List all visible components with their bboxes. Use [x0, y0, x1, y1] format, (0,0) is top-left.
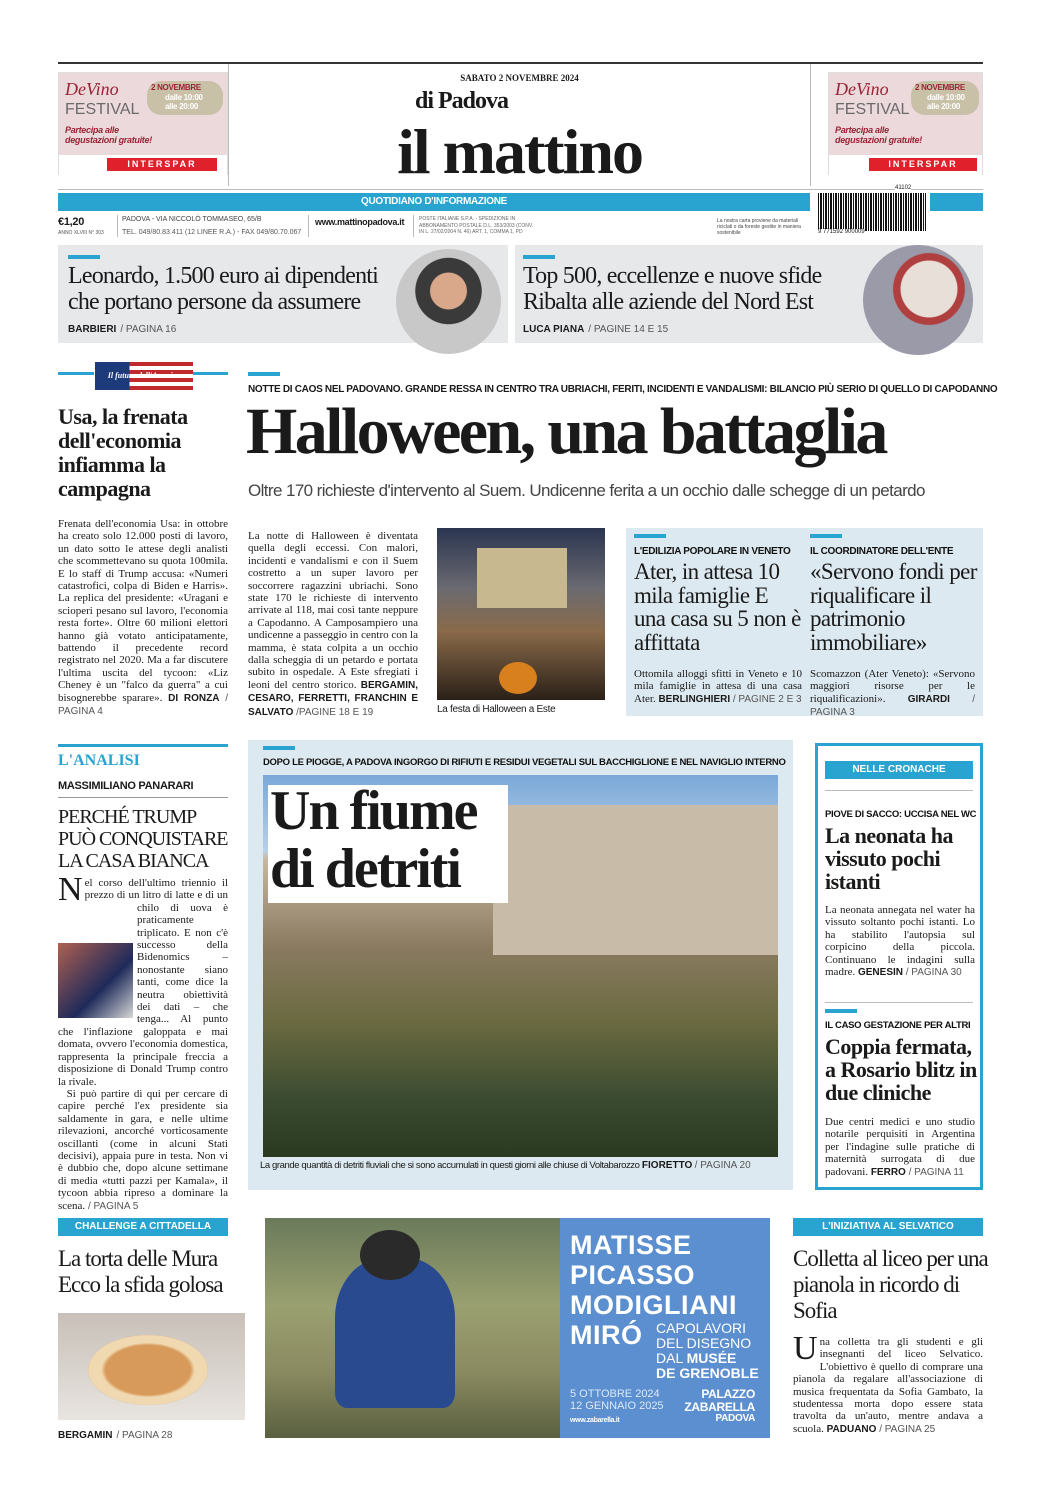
page-ref: / PAGINA 30 — [905, 967, 962, 979]
ad-date: 12 GENNAIO 2025 — [570, 1400, 664, 1412]
author: DI RONZA — [168, 692, 220, 704]
postal-info: POSTE ITALIANE S.P.A. - SPEDIZIONE IN ABBONAMENTO POSTALE D.L. 353/2003 (CONV. IN L. 27/02/2004 N. 46) ART. 1, COMMA 1, PD — [419, 216, 534, 235]
ad-date: 5 OTTOBRE 2024 — [570, 1388, 660, 1400]
fiume-box — [248, 740, 793, 1190]
artist: MIRÓ — [570, 1320, 643, 1350]
trump-photo — [58, 943, 133, 1018]
barcode-code: 41102 — [895, 185, 912, 191]
liceo-body — [793, 1330, 983, 1436]
page-ref: / PAGINA 25 — [879, 1423, 936, 1435]
usa-body — [58, 518, 228, 719]
kicker: IL CASO GESTAZIONE PER ALTRI — [825, 1020, 971, 1031]
cronaca-text: La neonata annegata nel water ha vissuto soltanto pochi istanti. Lo ha stabilito l'autopsia sul corpicino della piccola. Continuano le indagini sulla madre. — [825, 904, 975, 979]
ad-hours: alle 20:00 — [927, 102, 961, 111]
cronache-box — [815, 743, 983, 1190]
ad-brand: DeVino — [65, 79, 119, 99]
teaser-top500[interactable] — [515, 245, 983, 343]
ad-devino-right[interactable] — [828, 72, 983, 175]
teaser-title-line: Leonardo, 1.500 euro ai dipendenti — [68, 263, 379, 289]
columnist-name: MASSIMILIANO PANARARI — [58, 780, 194, 792]
tagline: QUOTIDIANO D'INFORMAZIONE — [361, 196, 507, 207]
tagline-bar — [58, 193, 810, 211]
headline-line: Un fiume — [270, 780, 477, 842]
ater-text: Ottomila alloggi sfitti in Veneto e 10 mila famiglie in attesa di una casa Ater. — [634, 668, 802, 705]
author: GIRARDI — [907, 693, 950, 705]
usa-text: Frenata dell'economia Usa: in ottobre ha creato solo 12.000 posti di lavoro, un dato sotto le attese degli analisti che scommettevano su quota 100mila. E lo staff di Trump accusa: «Numeri catastrofici, colpa di Biden e Harris». La replica del presidente: «Uragani e scioperi pesano sul lavoro, l'economia resta forte». Oltre 60 milioni elettori hanno già votato anticipatamente, battendo il precedente record registrato nel 2020. Ma a far discutere l'ultima uscita del tycoon: «Liz Cheney è un "falco da guerra" a cui bisognerebbe sparare». — [58, 518, 228, 704]
author: GENESIN — [857, 967, 903, 979]
ater-box — [626, 528, 983, 719]
ad-devino-left[interactable] — [58, 72, 228, 175]
ad-cta: Partecipa alle — [835, 125, 889, 135]
ad-date: 2 NOVEMBRE — [915, 83, 965, 92]
teaser-leonardo[interactable] — [58, 245, 508, 343]
cronaca-headline[interactable]: La neonata ha vissuto pochi istanti — [825, 823, 953, 894]
ad-website[interactable]: www.zabarella.it — [570, 1417, 620, 1424]
ad-sponsor: INTERSPAR — [107, 158, 217, 171]
ater-body — [634, 668, 802, 706]
page-ref: / PAGINE 14 E 15 — [588, 324, 669, 335]
ad-cta: Partecipa alle — [65, 125, 119, 135]
usa-headline[interactable]: Usa, la frenata dell'economia infiamma la campagna — [58, 404, 188, 501]
issue-number: ANNO XLVIII N° 303 — [58, 230, 104, 236]
dropcap: U — [793, 1330, 818, 1367]
cronaca-headline[interactable]: Coppia fermata, a Rosario blitz in due cliniche — [825, 1034, 977, 1105]
liceo-text: na colletta tra gli studenti e gli insegnanti del liceo Selvatico. L'obiettivo è quello di comprare una pianola da regalare all'associazione di musica frequentata da Sofia Gambato, la studentessa morta dopo essere stata travolta da un'auto, mentre andava a scuola. — [793, 1336, 983, 1435]
masthead-title[interactable]: il mattino — [397, 116, 642, 187]
ad-date: 2 NOVEMBRE — [151, 83, 201, 92]
ad-subtitle: CAPOLAVORI — [656, 1320, 746, 1336]
barcode — [818, 193, 926, 231]
analisi-body — [58, 871, 228, 1213]
ad-venue: PALAZZO — [701, 1387, 755, 1401]
ad-subtitle: DAL — [656, 1350, 687, 1366]
issue-date: SABATO 2 NOVEMBRE 2024 — [460, 73, 579, 83]
photo-caption: La festa di Halloween a Este — [437, 704, 556, 715]
fiume-caption-block — [260, 1160, 780, 1172]
painting — [265, 1218, 560, 1438]
section-label: L'ANALISI — [58, 752, 140, 769]
ad-brand: DeVino — [835, 79, 889, 99]
artist: MATISSE — [570, 1230, 692, 1260]
usa-badge: Il futuro dell'America — [95, 362, 193, 390]
halloween-photo — [437, 528, 605, 700]
artist: PICASSO — [570, 1260, 696, 1290]
dropcap: N — [58, 871, 83, 908]
page-ref: / PAGINA 5 — [87, 1200, 139, 1212]
author: FIORETTO — [641, 1160, 693, 1171]
price: €1,20 — [58, 216, 85, 228]
teaser-title-line: Ribalta alle aziende del Nord Est — [523, 289, 814, 315]
blue-box — [930, 193, 983, 211]
ater-body — [810, 668, 975, 720]
page-ref: / PAGINA 3 — [810, 693, 975, 719]
ad-festival: FESTIVAL — [835, 101, 910, 118]
teaser-photo — [863, 245, 973, 355]
kicker: DOPO LE PIOGGE, A PADOVA INGORGO DI RIFIUTI E RESIDUI VEGETALI SUL BACCHIGLIONE E NEL NAVIGLIO INTERNO — [263, 757, 786, 768]
teaser-photo — [396, 249, 501, 354]
ad-hours: dalle 10:00 — [927, 93, 965, 102]
fiume-headline[interactable] — [270, 782, 476, 898]
ater-text: Scomazzon (Ater Veneto): «Servono maggiori risorse per le riqualificazioni». — [810, 668, 975, 705]
mostra-ad[interactable] — [265, 1218, 770, 1438]
page-ref: / PAGINA 11 — [908, 1166, 964, 1178]
phone: TEL. 049/80.83.411 (12 LINEE R.A.) - FAX 049/80.70.067 — [122, 229, 302, 236]
address: PADOVA - VIA NICCOLÒ TOMMASEO, 65/B — [122, 216, 262, 223]
analisi-text: el corso dell'ultimo triennio il prezzo di un litro di latte e di un chilo di uova è praticamente triplicato. E non c'è successo della Bidenomics – nonostante siano tanti, come dice la neutra obiettività dei dati – che tenga... Al punto che l'inflazione galoppata e mai domata, ovvero l'economia domestica, rappresenta la principale freccia a disposizione di Donald Trump contro la rivale. — [58, 877, 228, 1088]
cronache-label: NELLE CRONACHE — [825, 761, 973, 779]
paper-note: La nostra carta proviene da materiali riciclati o da foreste gestite in maniera sostenibile — [717, 218, 801, 236]
page-ref: / PAGINE 2 E 3 — [732, 693, 802, 705]
cronaca-body — [825, 904, 975, 979]
ad-festival: FESTIVAL — [65, 101, 140, 118]
main-body — [248, 530, 418, 719]
author: BERGAMIN, CESARO, FERRETTI, FRANCHIN E SALVATO — [248, 679, 419, 718]
page-ref: /PAGINE 18 E 19 — [296, 706, 374, 718]
main-text: La notte di Halloween è diventata quella degli eccessi. Con malori, incidenti e vandalismi e con il Suem costretto a un super lavoro per soccorrere ragazzini ubriachi. Sono state 170 le richieste di intervento arrivate al 118, mai così tante neppure a Capodanno. A Camposampiero una undicenne a passeggio in centro con la mamma, è stata colpita a un occhio dalla scheggia di un petardo e portata subito in ospedale. A Este sfregiati i leoni del centro storico. — [248, 530, 418, 691]
headline-line: La torta delle Mura — [58, 1246, 218, 1271]
top-rule — [58, 62, 983, 64]
page-ref: / PAGINA 16 — [120, 324, 177, 335]
ad-subtitle: DE GRENOBLE — [656, 1365, 759, 1381]
website-link[interactable]: www.mattinopadova.it — [315, 217, 405, 227]
page-ref: / PAGINA 28 — [116, 1430, 173, 1441]
photo-caption: La grande quantità di detriti fluviali che si sono accumulati in questi giorni alle chiuse di Voltabarozzo — [260, 1160, 640, 1171]
author: PADUANO — [826, 1423, 877, 1435]
author: LUCA PIANA — [523, 324, 585, 335]
author: BARBIERI — [68, 324, 117, 335]
liceo-label: L'INIZIATIVA AL SELVATICO — [793, 1218, 983, 1236]
headline-line: Ecco la sfida golosa — [58, 1272, 223, 1297]
author: FERRO — [870, 1166, 906, 1178]
author: BERGAMIN — [58, 1430, 113, 1441]
analisi-headline[interactable]: PERCHÉ TRUMP PUÒ CONQUISTARE LA CASA BIANCA — [58, 806, 228, 872]
ad-hours: dalle 10:00 — [165, 93, 203, 102]
page-ref: / PAGINA 4 — [58, 692, 229, 718]
kicker: IL COORDINATORE DELL'ENTE — [810, 546, 954, 557]
masthead-subtitle: di Padova — [415, 88, 509, 114]
cronaca-body — [825, 1116, 975, 1179]
ater-headline[interactable]: «Servono fondi per riqualificare il patrimonio immobiliare» — [810, 559, 977, 655]
torta-label: CHALLENGE A CITTADELLA — [58, 1218, 228, 1236]
ad-subtitle: DEL DISEGNO — [656, 1335, 752, 1351]
barcode-number: 9 771592 900009 — [818, 229, 865, 235]
teaser-title-line: che portano persone da assumere — [68, 289, 361, 315]
torta-photo — [58, 1313, 245, 1420]
torta-headline[interactable] — [58, 1246, 223, 1298]
cronaca-text: Due centri medici e uno studio notarile perquisiti in Argentina per l'indagine sulle pratiche di maternità surrogata di due padovani. — [825, 1116, 975, 1178]
headline-line: di detriti — [270, 838, 460, 900]
main-subtitle: Oltre 170 richieste d'intervento al Suem. Undicenne ferita a un occhio dalle schegge di un petardo — [248, 481, 925, 500]
liceo-headline[interactable]: Colletta al liceo per una pianola in ricordo di Sofia — [793, 1246, 988, 1323]
teaser-headline — [68, 263, 378, 315]
author: BERLINGHIERI — [658, 693, 731, 705]
analisi-text: Si può partire di qui per cercare di capire perché l'ex presidente sia saldamente in gara, e nelle ultime rilevazioni, ancorché vorticosamente oscillanti (come in alcuni Stati decisivi), appaia pure in testa. Non vi è dubbio che, dopo alcune settimane di media «tutti pazzi per Kamala», il tycoon abbia ripreso a dominare la scena. — [58, 1087, 228, 1212]
main-headline[interactable]: Halloween, una battaglia — [246, 395, 886, 468]
ad-subtitle: MUSÉE — [686, 1350, 737, 1366]
kicker: L'EDILIZIA POPOLARE IN VENETO — [634, 546, 791, 557]
ad-sponsor: INTERSPAR — [869, 158, 977, 171]
ad-venue: ZABARELLA — [684, 1399, 755, 1414]
ad-cta: degustazioni gratuite! — [835, 135, 922, 145]
ad-hours: alle 20:00 — [165, 102, 199, 111]
kicker: PIOVE DI SACCO: UCCISA NEL WC — [825, 809, 977, 820]
ad-cta: degustazioni gratuite! — [65, 135, 152, 145]
artist: MODIGLIANI — [570, 1290, 737, 1320]
teaser-title-line: Top 500, eccellenze e nuove sfide — [523, 263, 822, 289]
main-overline: NOTTE DI CAOS NEL PADOVANO. GRANDE RESSA IN CENTRO TRA UBRIACHI, FERITI, INCIDENTI E VANDALISMI: BILANCIO PIÙ SERIO DI QUELLO DI CAPODANNO — [248, 384, 998, 395]
ad-city: PADOVA — [715, 1413, 755, 1424]
ater-headline[interactable]: Ater, in attesa 10 mila famiglie E una casa su 5 non è affittata — [634, 559, 801, 655]
page-ref: / PAGINA 20 — [694, 1160, 751, 1171]
